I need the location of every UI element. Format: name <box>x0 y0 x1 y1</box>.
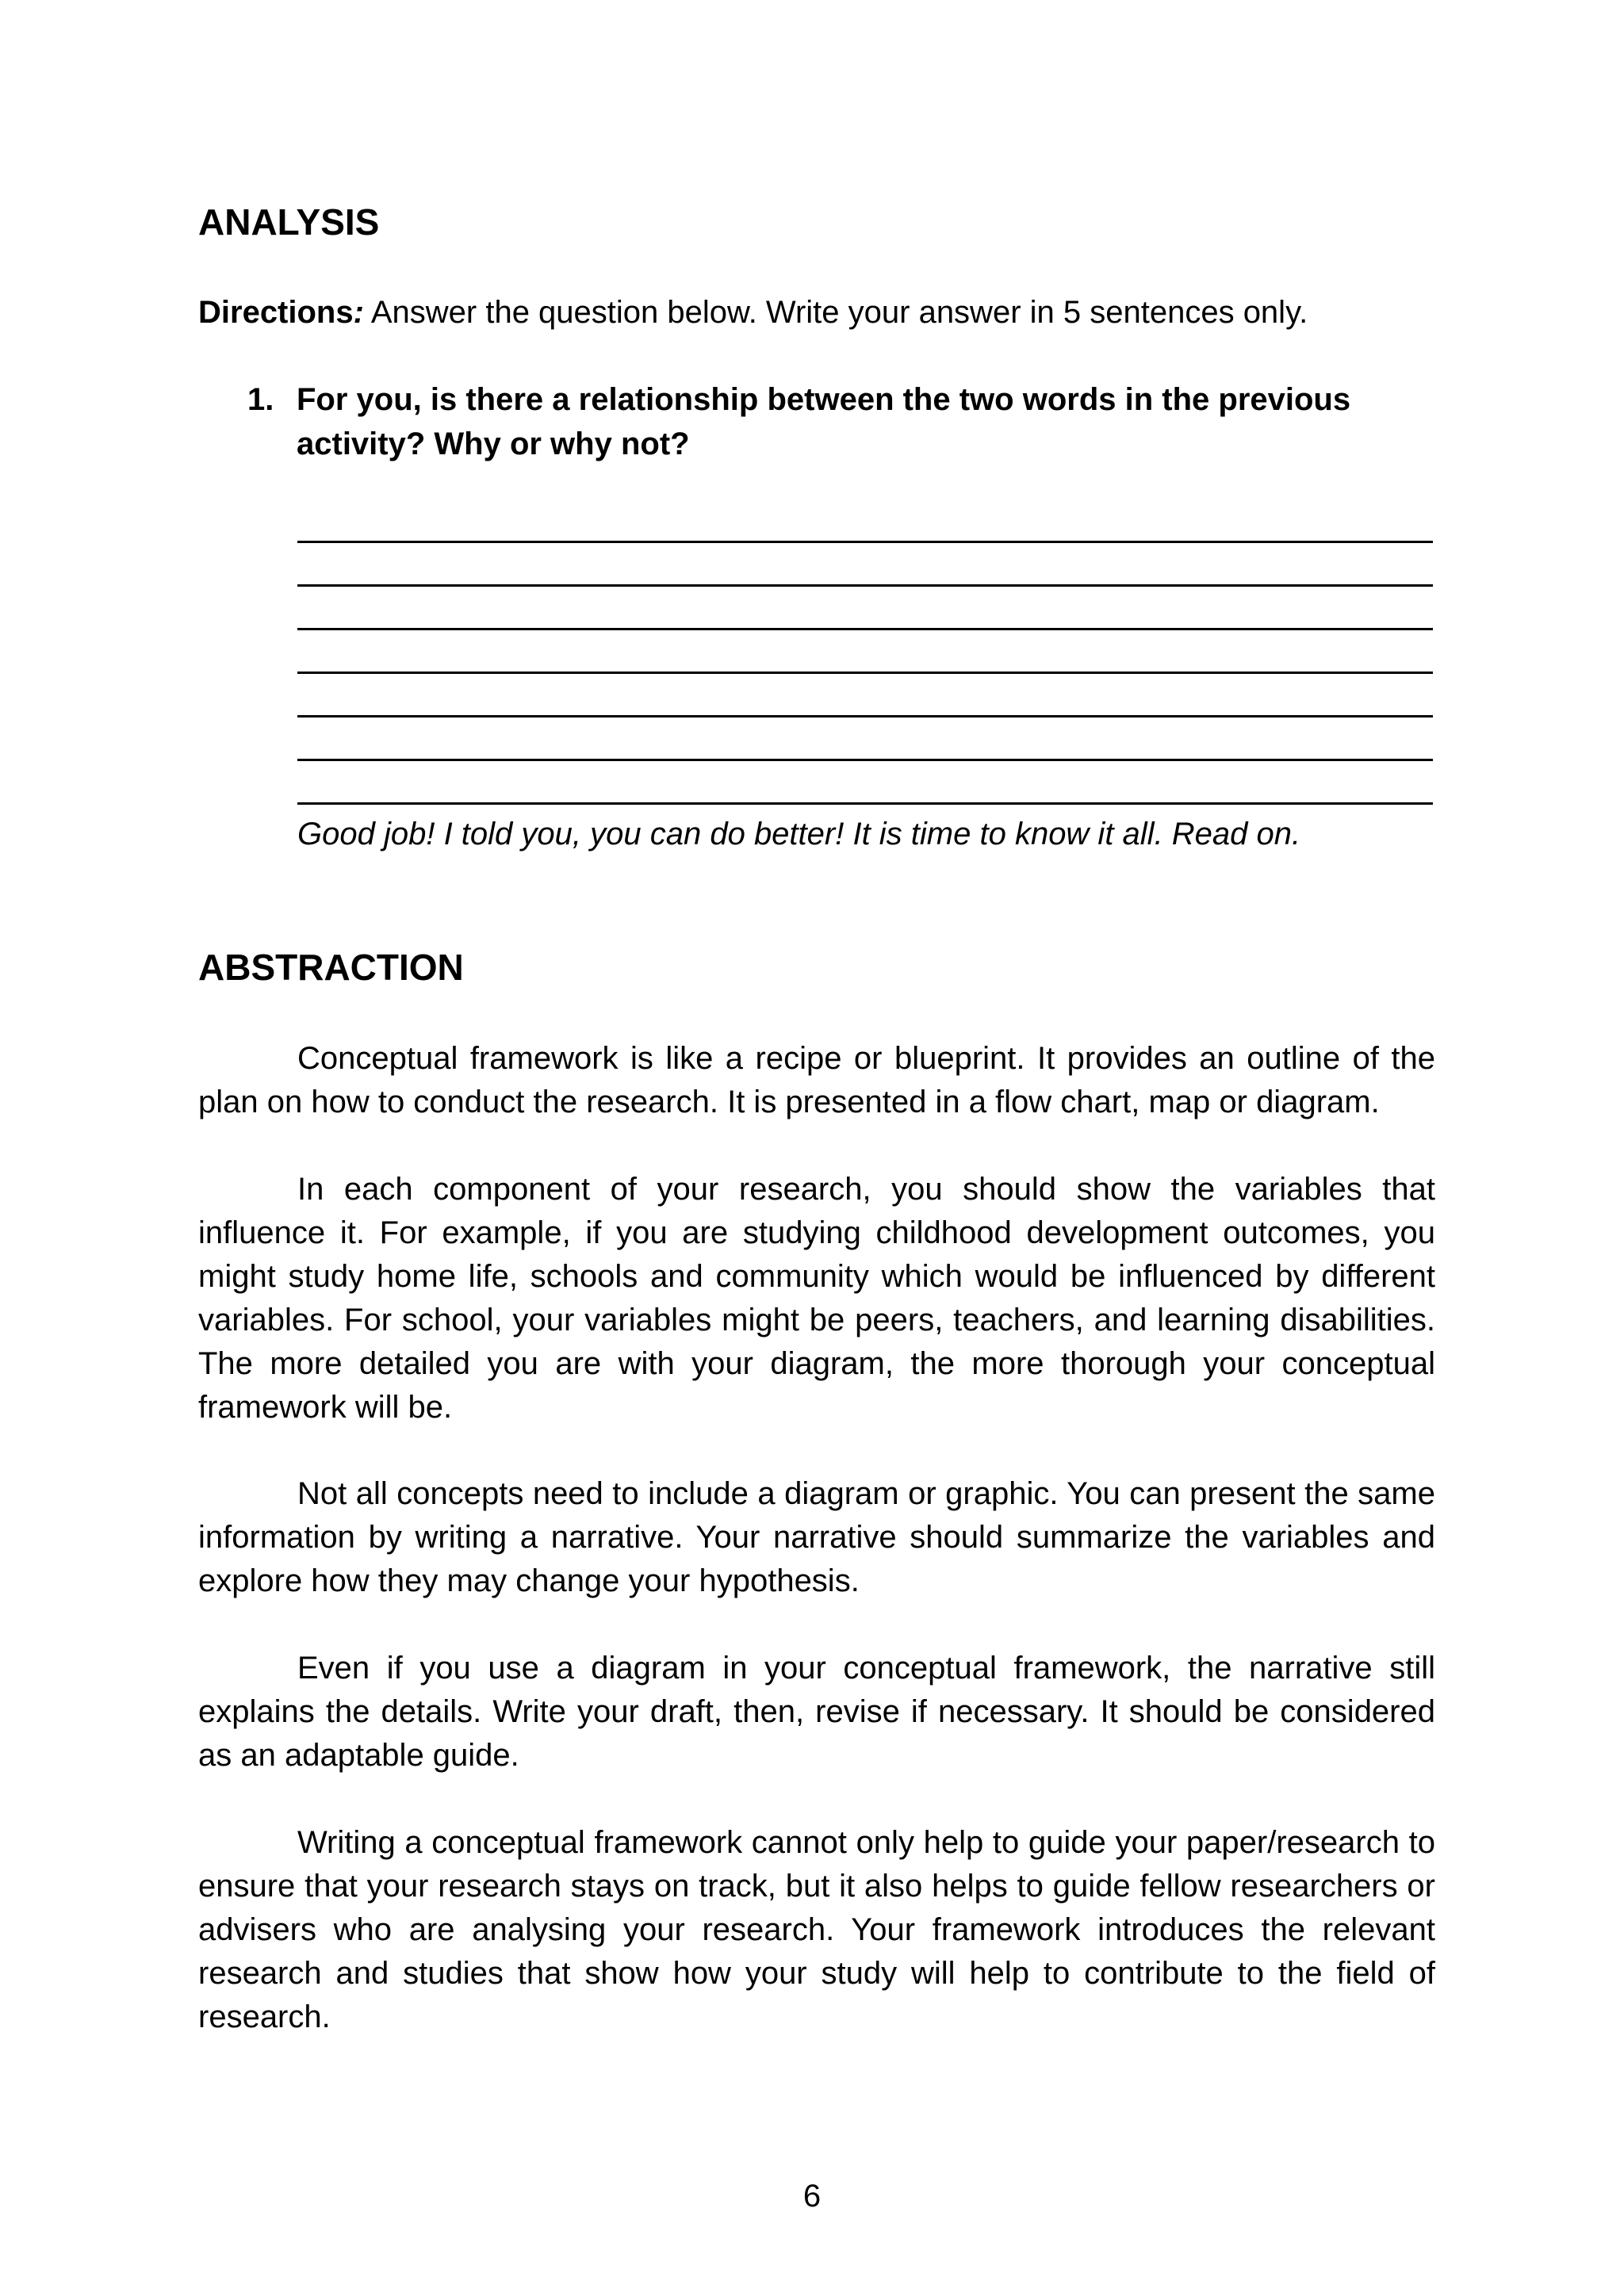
answer-lines <box>297 499 1433 805</box>
directions-label: Directions <box>198 295 354 330</box>
answer-line[interactable] <box>297 630 1433 674</box>
answer-line[interactable] <box>297 674 1433 718</box>
answer-line[interactable] <box>297 543 1433 587</box>
question-number: 1. <box>247 382 274 417</box>
abstraction-paragraph: Conceptual framework is like a recipe or blueprint. It provides an outline of the plan on how to conduct the research. It is presented in a flow chart, map or diagram. <box>198 1041 1435 1119</box>
encouragement-text: Good job! I told you, you can do better! It is time to know it all. Read on. <box>297 817 1301 851</box>
question-text: For you, is there a relationship between the two words in the previous activity? Why or why not? <box>297 382 1351 461</box>
answer-line[interactable] <box>297 499 1433 543</box>
directions <box>198 290 1435 335</box>
abstraction-paragraph: Writing a conceptual framework cannot only help to guide your paper/research to ensure that your research stays on track, but it also helps to guide fellow researchers or advisers who are analysing your research. Your framework introduces the relevant research and studies that show how your study will help to contribute to the field of research. <box>198 1825 1435 2034</box>
abstraction-paragraph: Not all concepts need to include a diagram or graphic. You can present the same information by writing a narrative. Your narrative should summarize the variables and explore how they may change your hypothesis. <box>198 1476 1435 1598</box>
directions-colon: : <box>353 295 364 330</box>
abstraction-paragraph: In each component of your research, you should show the variables that influence it. For example, if you are studying childhood development outcomes, you might study home life, schools and community which would be influenced by different variables. For school, your variables might be peers, teachers, and learning disabilities. The more detailed you are with your diagram, the more thorough your conceptual framework will be. <box>198 1172 1435 1425</box>
abstraction-heading: ABSTRACTION <box>198 947 464 988</box>
answer-line[interactable] <box>297 761 1433 805</box>
answer-line[interactable] <box>297 718 1433 761</box>
answer-line[interactable] <box>297 587 1433 630</box>
directions-text: Answer the question below. Write your answer in 5 sentences only. <box>363 295 1308 330</box>
page-number: 6 <box>802 2179 822 2214</box>
analysis-heading: ANALYSIS <box>198 201 380 243</box>
abstraction-paragraph: Even if you use a diagram in your conceptual framework, the narrative still explains the details. Write your draft, then, revise if necessary. It should be considered as an adaptable guide. <box>198 1651 1435 1773</box>
